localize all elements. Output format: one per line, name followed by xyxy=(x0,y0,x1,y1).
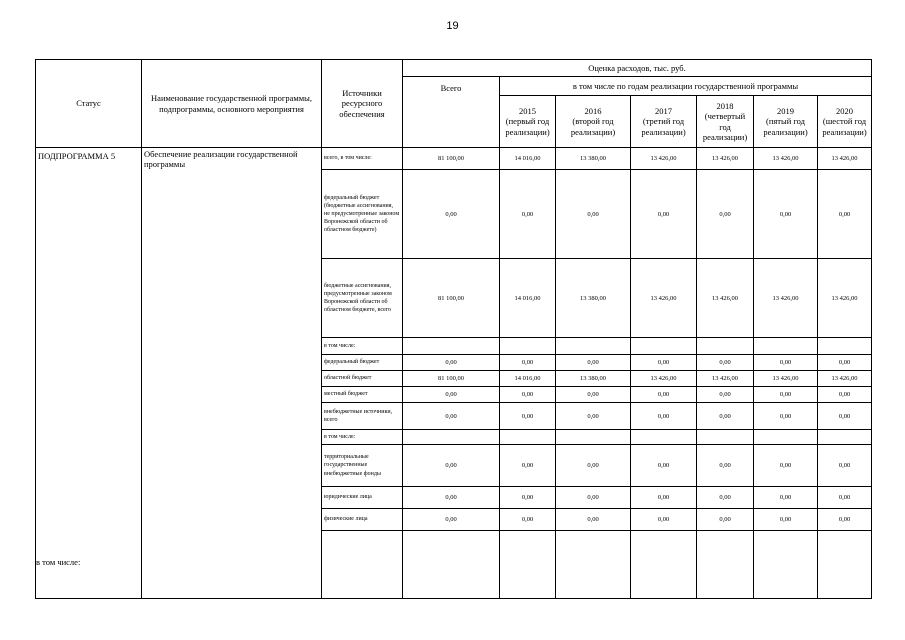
value-2018: 0,00 xyxy=(697,170,754,259)
value-2020: 0,00 xyxy=(818,355,872,371)
value-2017: 0,00 xyxy=(631,387,697,403)
value-2018: 0,00 xyxy=(697,387,754,403)
year: 2020 xyxy=(836,106,853,117)
value-2018 xyxy=(697,430,754,445)
year: 2017 xyxy=(655,106,672,117)
value-total xyxy=(403,531,500,599)
year-label: (второй год реализации) xyxy=(570,116,616,137)
program-name-header: Наименование государственной программы, подпрограммы, основного мероприятия xyxy=(142,60,322,148)
value-total xyxy=(403,338,500,355)
value-2020 xyxy=(818,338,872,355)
value-2019 xyxy=(754,430,818,445)
value-2019: 13 426,00 xyxy=(754,259,818,338)
value-2017: 0,00 xyxy=(631,445,697,487)
year: 2019 xyxy=(777,106,794,117)
value-2017: 0,00 xyxy=(631,487,697,509)
source-cell: территориальные государственные внебюджетные фонды xyxy=(322,445,403,487)
source-cell: внебюджетные источники, всего xyxy=(322,403,403,430)
value-2016 xyxy=(556,531,631,599)
value-2019: 0,00 xyxy=(754,487,818,509)
value-2017: 0,00 xyxy=(631,403,697,430)
value-total: 0,00 xyxy=(403,387,500,403)
value-2020 xyxy=(818,531,872,599)
value-2018: 0,00 xyxy=(697,509,754,531)
year: 2018 xyxy=(716,101,734,112)
source-cell: всего, в том числе: xyxy=(322,148,403,170)
year-label: (первый год реализации) xyxy=(505,116,550,137)
value-2017: 0,00 xyxy=(631,355,697,371)
table-row xyxy=(36,148,872,170)
value-2018: 0,00 xyxy=(697,487,754,509)
value-2017: 13 426,00 xyxy=(631,371,697,387)
value-total: 81 100,00 xyxy=(403,259,500,338)
source-cell: в том числе: xyxy=(322,338,403,355)
value-2019 xyxy=(754,338,818,355)
value-2019: 0,00 xyxy=(754,403,818,430)
program-name-cell: Обеспечение реализации государственной программы xyxy=(142,148,322,599)
value-2017 xyxy=(631,531,697,599)
cost-estimate-header: Оценка расходов, тыс. руб. xyxy=(403,60,872,77)
value-2018 xyxy=(697,531,754,599)
value-2016: 0,00 xyxy=(556,445,631,487)
source-cell: местный бюджет xyxy=(322,387,403,403)
year: 2016 xyxy=(584,106,602,117)
year-label: (шестой год реализации) xyxy=(822,116,867,137)
source-cell: федеральный бюджет xyxy=(322,355,403,371)
value-2020: 0,00 xyxy=(818,387,872,403)
value-2020: 0,00 xyxy=(818,509,872,531)
source-cell: в том числе: xyxy=(322,430,403,445)
year-label: (четвертый год реализации) xyxy=(702,111,748,142)
value-2019: 13 426,00 xyxy=(754,371,818,387)
value-2015: 0,00 xyxy=(500,387,556,403)
value-2016 xyxy=(556,430,631,445)
value-2019: 13 426,00 xyxy=(754,148,818,170)
value-2020: 13 426,00 xyxy=(818,148,872,170)
value-2020: 0,00 xyxy=(818,170,872,259)
value-2018: 0,00 xyxy=(697,403,754,430)
value-2015 xyxy=(500,338,556,355)
source-cell: областной бюджет xyxy=(322,371,403,387)
value-2019: 0,00 xyxy=(754,170,818,259)
value-2019: 0,00 xyxy=(754,509,818,531)
value-total: 81 100,00 xyxy=(403,148,500,170)
value-2015: 0,00 xyxy=(500,509,556,531)
year-label: (третий год реализации) xyxy=(641,116,686,137)
subprogram-note: в том числе: xyxy=(36,557,81,567)
value-2017: 13 426,00 xyxy=(631,148,697,170)
value-2017: 0,00 xyxy=(631,170,697,259)
value-2015: 0,00 xyxy=(500,170,556,259)
value-2015: 0,00 xyxy=(500,445,556,487)
value-2016: 0,00 xyxy=(556,387,631,403)
value-2017 xyxy=(631,430,697,445)
source-cell: юридические лица xyxy=(322,487,403,509)
value-2016: 13 380,00 xyxy=(556,371,631,387)
value-total xyxy=(403,430,500,445)
source-cell xyxy=(322,531,403,599)
value-2015: 0,00 xyxy=(500,403,556,430)
value-2015 xyxy=(500,430,556,445)
value-total: 0,00 xyxy=(403,509,500,531)
value-2018: 13 426,00 xyxy=(697,148,754,170)
value-2016: 0,00 xyxy=(556,355,631,371)
value-2016: 13 380,00 xyxy=(556,259,631,338)
page-number: 19 xyxy=(446,20,459,32)
value-2017: 13 426,00 xyxy=(631,259,697,338)
value-2018: 0,00 xyxy=(697,445,754,487)
year-header-2015 xyxy=(500,96,556,148)
value-total: 0,00 xyxy=(403,403,500,430)
value-2016: 0,00 xyxy=(556,403,631,430)
status-cell xyxy=(36,148,142,599)
year: 2015 xyxy=(519,106,536,117)
value-2016: 13 380,00 xyxy=(556,148,631,170)
value-2015: 0,00 xyxy=(500,487,556,509)
value-total: 0,00 xyxy=(403,170,500,259)
value-2015 xyxy=(500,531,556,599)
value-2018 xyxy=(697,338,754,355)
subprogram-status: ПОДПРОГРАММА 5 xyxy=(38,151,116,161)
value-total: 0,00 xyxy=(403,487,500,509)
by-year-header: в том числе по годам реализации государственной программы xyxy=(500,77,872,96)
value-2018: 13 426,00 xyxy=(697,259,754,338)
value-2016 xyxy=(556,338,631,355)
status-header: Статус xyxy=(36,60,142,148)
source-cell: бюджетные ассигнования, предусмотренные законом Воронежской области об областном бюджете, всего xyxy=(322,259,403,338)
value-2019 xyxy=(754,531,818,599)
year-label: (пятый год реализации) xyxy=(763,116,808,137)
value-2018: 13 426,00 xyxy=(697,371,754,387)
value-2020: 13 426,00 xyxy=(818,371,872,387)
year-header-2018 xyxy=(697,96,754,148)
year-header-2016 xyxy=(556,96,631,148)
value-2015: 14 016,00 xyxy=(500,148,556,170)
value-2020: 13 426,00 xyxy=(818,259,872,338)
value-2016: 0,00 xyxy=(556,509,631,531)
value-2019: 0,00 xyxy=(754,387,818,403)
value-2015: 0,00 xyxy=(500,355,556,371)
value-2015: 14 016,00 xyxy=(500,259,556,338)
value-2017 xyxy=(631,338,697,355)
source-cell: физические лица xyxy=(322,509,403,531)
value-2016: 0,00 xyxy=(556,487,631,509)
value-2019: 0,00 xyxy=(754,445,818,487)
value-total: 81 100,00 xyxy=(403,371,500,387)
expenditure-table xyxy=(35,59,872,599)
source-cell: федеральный бюджет (бюджетные ассигнования, не предусмотренные законом Воронежской области об областном бюджете) xyxy=(322,170,403,259)
value-2019: 0,00 xyxy=(754,355,818,371)
value-2016: 0,00 xyxy=(556,170,631,259)
year-header-2020 xyxy=(818,96,872,148)
total-header: Всего xyxy=(403,77,500,148)
value-total: 0,00 xyxy=(403,445,500,487)
value-2018: 0,00 xyxy=(697,355,754,371)
value-2020 xyxy=(818,430,872,445)
value-2015: 14 016,00 xyxy=(500,371,556,387)
value-2020: 0,00 xyxy=(818,487,872,509)
year-header-2019 xyxy=(754,96,818,148)
value-2017: 0,00 xyxy=(631,509,697,531)
value-2020: 0,00 xyxy=(818,403,872,430)
sources-header: Источники ресурсного обеспечения xyxy=(322,60,403,148)
value-2020: 0,00 xyxy=(818,445,872,487)
year-header-2017 xyxy=(631,96,697,148)
value-total: 0,00 xyxy=(403,355,500,371)
